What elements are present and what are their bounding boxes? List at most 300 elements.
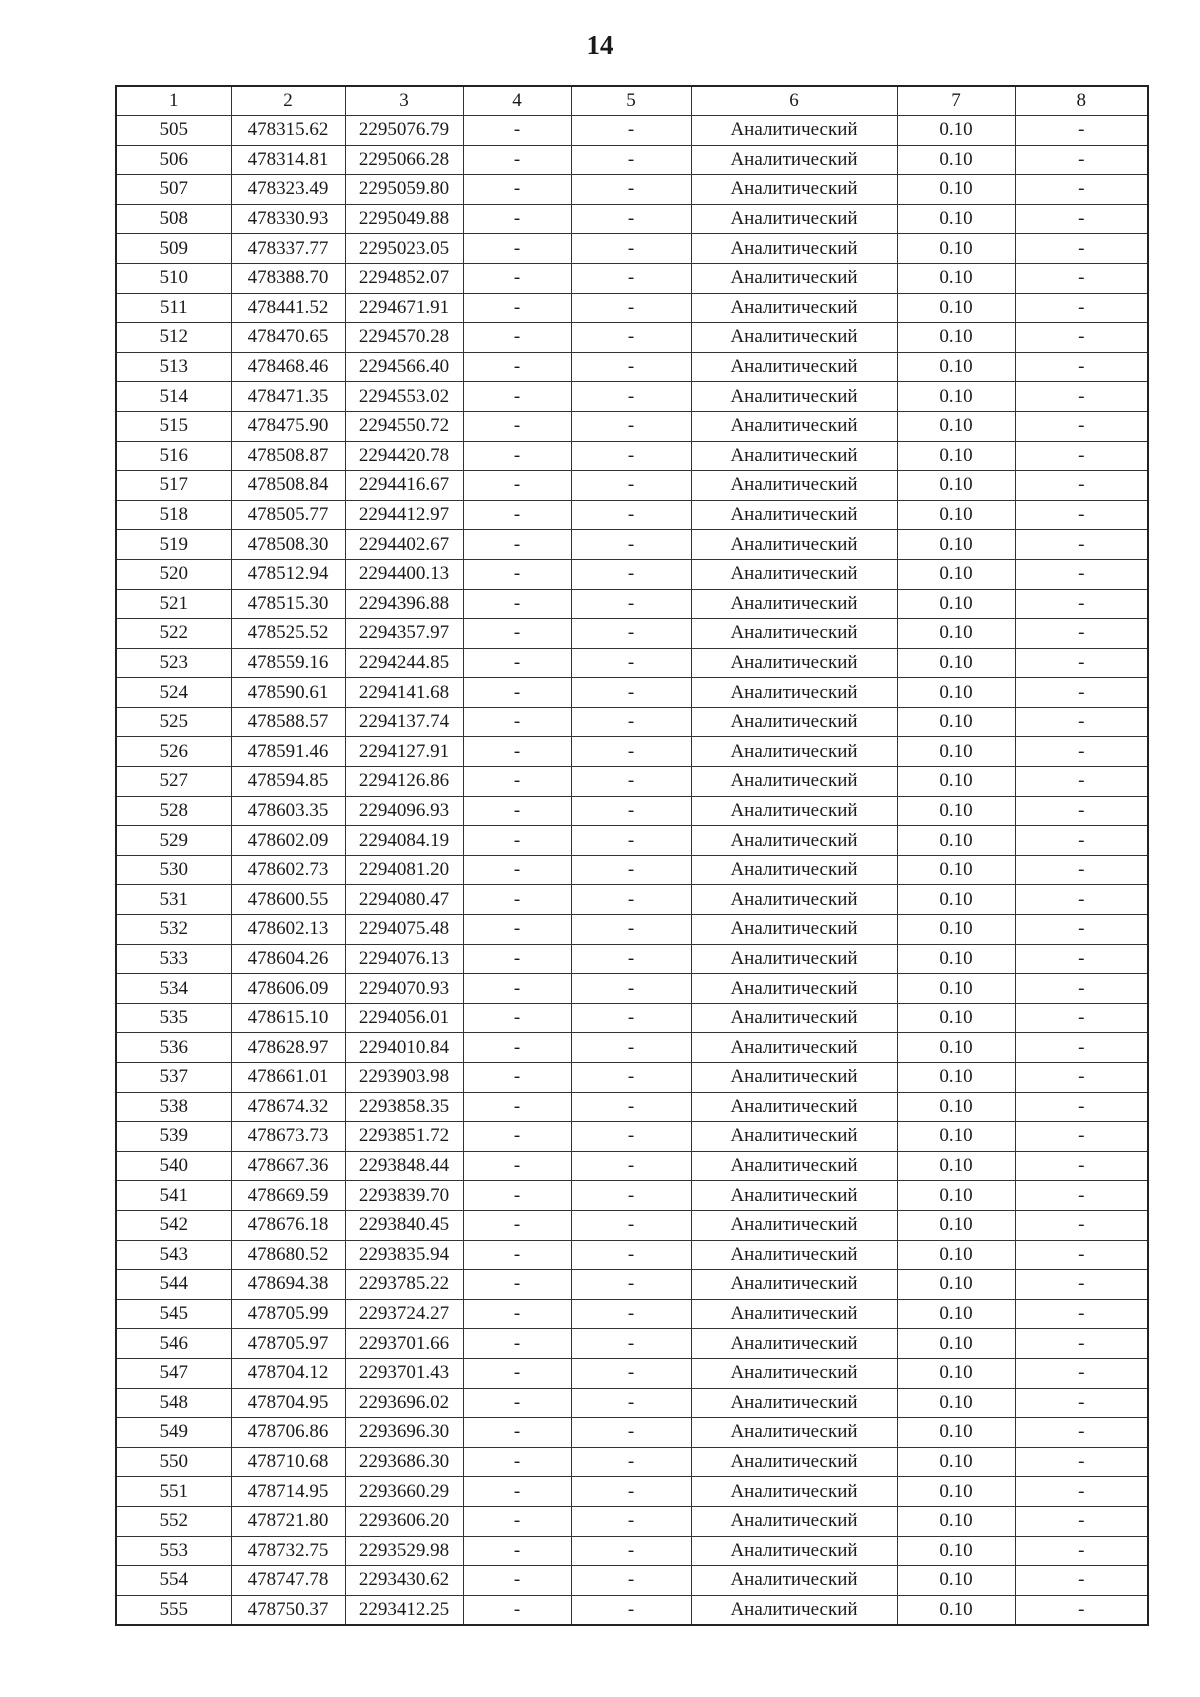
col-5-cell: - xyxy=(571,1003,691,1033)
coord-y-cell: 2294402.67 xyxy=(345,530,463,560)
col-4-cell: - xyxy=(463,1270,571,1300)
col-4-cell: - xyxy=(463,1033,571,1063)
point-number-cell: 516 xyxy=(116,441,231,471)
method-cell: Аналитический xyxy=(691,648,897,678)
coord-y-cell: 2293701.66 xyxy=(345,1329,463,1359)
coord-x-cell: 478628.97 xyxy=(231,1033,345,1063)
table-row xyxy=(116,1358,1148,1388)
col-8-cell: - xyxy=(1015,915,1148,945)
col-5-cell: - xyxy=(571,1299,691,1329)
col-8-cell: - xyxy=(1015,1595,1148,1625)
coord-x-cell: 478721.80 xyxy=(231,1506,345,1536)
point-number-cell: 536 xyxy=(116,1033,231,1063)
table-row xyxy=(116,382,1148,412)
coord-x-cell: 478594.85 xyxy=(231,767,345,797)
accuracy-cell: 0.10 xyxy=(897,1033,1015,1063)
col-5-cell: - xyxy=(571,500,691,530)
col-4-cell: - xyxy=(463,1240,571,1270)
col-5-cell: - xyxy=(571,855,691,885)
coord-y-cell: 2294081.20 xyxy=(345,855,463,885)
col-4-cell: - xyxy=(463,1003,571,1033)
coord-y-cell: 2294080.47 xyxy=(345,885,463,915)
col-5-cell: - xyxy=(571,530,691,560)
table-row xyxy=(116,826,1148,856)
col-8-cell: - xyxy=(1015,885,1148,915)
table-row xyxy=(116,234,1148,264)
table-row xyxy=(116,678,1148,708)
accuracy-cell: 0.10 xyxy=(897,1270,1015,1300)
accuracy-cell: 0.10 xyxy=(897,826,1015,856)
table-row xyxy=(116,944,1148,974)
column-header-7: 7 xyxy=(897,86,1015,116)
col-8-cell: - xyxy=(1015,116,1148,146)
table-row xyxy=(116,471,1148,501)
col-8-cell: - xyxy=(1015,293,1148,323)
col-4-cell: - xyxy=(463,678,571,708)
point-number-cell: 532 xyxy=(116,915,231,945)
col-5-cell: - xyxy=(571,1566,691,1596)
point-number-cell: 553 xyxy=(116,1536,231,1566)
col-5-cell: - xyxy=(571,796,691,826)
col-8-cell: - xyxy=(1015,855,1148,885)
coord-y-cell: 2293696.30 xyxy=(345,1418,463,1448)
header-row xyxy=(116,86,1148,116)
accuracy-cell: 0.10 xyxy=(897,382,1015,412)
method-cell: Аналитический xyxy=(691,234,897,264)
col-4-cell: - xyxy=(463,1210,571,1240)
col-8-cell: - xyxy=(1015,1536,1148,1566)
col-4-cell: - xyxy=(463,1595,571,1625)
point-number-cell: 545 xyxy=(116,1299,231,1329)
table-row xyxy=(116,1240,1148,1270)
coord-y-cell: 2294244.85 xyxy=(345,648,463,678)
col-4-cell: - xyxy=(463,1358,571,1388)
coord-y-cell: 2293848.44 xyxy=(345,1151,463,1181)
point-number-cell: 537 xyxy=(116,1063,231,1093)
col-8-cell: - xyxy=(1015,1092,1148,1122)
col-4-cell: - xyxy=(463,915,571,945)
accuracy-cell: 0.10 xyxy=(897,352,1015,382)
point-number-cell: 530 xyxy=(116,855,231,885)
coord-x-cell: 478471.35 xyxy=(231,382,345,412)
col-4-cell: - xyxy=(463,1151,571,1181)
accuracy-cell: 0.10 xyxy=(897,1122,1015,1152)
method-cell: Аналитический xyxy=(691,1418,897,1448)
point-number-cell: 517 xyxy=(116,471,231,501)
col-8-cell: - xyxy=(1015,559,1148,589)
point-number-cell: 546 xyxy=(116,1329,231,1359)
method-cell: Аналитический xyxy=(691,1181,897,1211)
accuracy-cell: 0.10 xyxy=(897,559,1015,589)
coord-y-cell: 2294553.02 xyxy=(345,382,463,412)
coord-y-cell: 2293839.70 xyxy=(345,1181,463,1211)
col-5-cell: - xyxy=(571,382,691,412)
method-cell: Аналитический xyxy=(691,885,897,915)
point-number-cell: 510 xyxy=(116,263,231,293)
col-4-cell: - xyxy=(463,263,571,293)
col-5-cell: - xyxy=(571,1447,691,1477)
col-5-cell: - xyxy=(571,648,691,678)
col-5-cell: - xyxy=(571,1151,691,1181)
col-5-cell: - xyxy=(571,1033,691,1063)
col-8-cell: - xyxy=(1015,1418,1148,1448)
column-header-2: 2 xyxy=(231,86,345,116)
col-5-cell: - xyxy=(571,1270,691,1300)
table-row xyxy=(116,707,1148,737)
method-cell: Аналитический xyxy=(691,441,897,471)
col-5-cell: - xyxy=(571,1063,691,1093)
coord-x-cell: 478602.73 xyxy=(231,855,345,885)
col-8-cell: - xyxy=(1015,1447,1148,1477)
coord-y-cell: 2294396.88 xyxy=(345,589,463,619)
table-row xyxy=(116,500,1148,530)
coord-y-cell: 2293785.22 xyxy=(345,1270,463,1300)
method-cell: Аналитический xyxy=(691,145,897,175)
col-5-cell: - xyxy=(571,1477,691,1507)
table-row xyxy=(116,323,1148,353)
accuracy-cell: 0.10 xyxy=(897,1003,1015,1033)
method-cell: Аналитический xyxy=(691,352,897,382)
coord-x-cell: 478674.32 xyxy=(231,1092,345,1122)
point-number-cell: 543 xyxy=(116,1240,231,1270)
point-number-cell: 534 xyxy=(116,974,231,1004)
coord-x-cell: 478676.18 xyxy=(231,1210,345,1240)
coord-y-cell: 2293858.35 xyxy=(345,1092,463,1122)
col-8-cell: - xyxy=(1015,441,1148,471)
col-5-cell: - xyxy=(571,707,691,737)
table-row xyxy=(116,204,1148,234)
table-row xyxy=(116,1003,1148,1033)
col-4-cell: - xyxy=(463,855,571,885)
coord-y-cell: 2294550.72 xyxy=(345,411,463,441)
col-4-cell: - xyxy=(463,1299,571,1329)
accuracy-cell: 0.10 xyxy=(897,767,1015,797)
coord-y-cell: 2294420.78 xyxy=(345,441,463,471)
col-8-cell: - xyxy=(1015,648,1148,678)
coord-y-cell: 2294412.97 xyxy=(345,500,463,530)
col-8-cell: - xyxy=(1015,589,1148,619)
col-8-cell: - xyxy=(1015,204,1148,234)
point-number-cell: 505 xyxy=(116,116,231,146)
col-8-cell: - xyxy=(1015,1270,1148,1300)
method-cell: Аналитический xyxy=(691,678,897,708)
table-row xyxy=(116,1388,1148,1418)
coord-x-cell: 478673.73 xyxy=(231,1122,345,1152)
col-5-cell: - xyxy=(571,1536,691,1566)
col-8-cell: - xyxy=(1015,944,1148,974)
table-row xyxy=(116,559,1148,589)
coord-y-cell: 2295066.28 xyxy=(345,145,463,175)
col-8-cell: - xyxy=(1015,737,1148,767)
table-row xyxy=(116,1270,1148,1300)
col-4-cell: - xyxy=(463,1388,571,1418)
table-row xyxy=(116,1299,1148,1329)
table-row xyxy=(116,1447,1148,1477)
coord-x-cell: 478588.57 xyxy=(231,707,345,737)
point-number-cell: 548 xyxy=(116,1388,231,1418)
table-row xyxy=(116,530,1148,560)
accuracy-cell: 0.10 xyxy=(897,974,1015,1004)
col-5-cell: - xyxy=(571,1181,691,1211)
col-5-cell: - xyxy=(571,885,691,915)
method-cell: Аналитический xyxy=(691,796,897,826)
col-5-cell: - xyxy=(571,1122,691,1152)
point-number-cell: 555 xyxy=(116,1595,231,1625)
point-number-cell: 535 xyxy=(116,1003,231,1033)
coord-y-cell: 2295076.79 xyxy=(345,116,463,146)
table-header xyxy=(116,86,1148,116)
table-row xyxy=(116,885,1148,915)
accuracy-cell: 0.10 xyxy=(897,1388,1015,1418)
method-cell: Аналитический xyxy=(691,1151,897,1181)
accuracy-cell: 0.10 xyxy=(897,1299,1015,1329)
accuracy-cell: 0.10 xyxy=(897,1536,1015,1566)
point-number-cell: 507 xyxy=(116,175,231,205)
point-number-cell: 540 xyxy=(116,1151,231,1181)
column-header-5: 5 xyxy=(571,86,691,116)
accuracy-cell: 0.10 xyxy=(897,678,1015,708)
col-4-cell: - xyxy=(463,234,571,264)
point-number-cell: 511 xyxy=(116,293,231,323)
coord-x-cell: 478667.36 xyxy=(231,1151,345,1181)
table-row xyxy=(116,1033,1148,1063)
point-number-cell: 514 xyxy=(116,382,231,412)
col-4-cell: - xyxy=(463,737,571,767)
coord-y-cell: 2293851.72 xyxy=(345,1122,463,1152)
coord-x-cell: 478468.46 xyxy=(231,352,345,382)
coord-y-cell: 2294010.84 xyxy=(345,1033,463,1063)
point-number-cell: 552 xyxy=(116,1506,231,1536)
coord-y-cell: 2294416.67 xyxy=(345,471,463,501)
coord-x-cell: 478337.77 xyxy=(231,234,345,264)
col-5-cell: - xyxy=(571,204,691,234)
col-5-cell: - xyxy=(571,1329,691,1359)
col-4-cell: - xyxy=(463,826,571,856)
col-5-cell: - xyxy=(571,263,691,293)
col-5-cell: - xyxy=(571,323,691,353)
col-8-cell: - xyxy=(1015,234,1148,264)
coord-y-cell: 2293696.02 xyxy=(345,1388,463,1418)
table-row xyxy=(116,974,1148,1004)
method-cell: Аналитический xyxy=(691,767,897,797)
col-4-cell: - xyxy=(463,1418,571,1448)
col-5-cell: - xyxy=(571,293,691,323)
col-8-cell: - xyxy=(1015,530,1148,560)
method-cell: Аналитический xyxy=(691,1270,897,1300)
col-4-cell: - xyxy=(463,1122,571,1152)
method-cell: Аналитический xyxy=(691,1299,897,1329)
accuracy-cell: 0.10 xyxy=(897,855,1015,885)
coord-y-cell: 2294852.07 xyxy=(345,263,463,293)
col-8-cell: - xyxy=(1015,1122,1148,1152)
col-4-cell: - xyxy=(463,1536,571,1566)
coord-x-cell: 478590.61 xyxy=(231,678,345,708)
coord-y-cell: 2293840.45 xyxy=(345,1210,463,1240)
col-5-cell: - xyxy=(571,737,691,767)
table-body xyxy=(116,116,1148,1626)
method-cell: Аналитический xyxy=(691,1447,897,1477)
col-4-cell: - xyxy=(463,619,571,649)
page-number: 14 xyxy=(586,30,614,60)
table-row xyxy=(116,1151,1148,1181)
coord-x-cell: 478314.81 xyxy=(231,145,345,175)
coord-y-cell: 2294127.91 xyxy=(345,737,463,767)
coord-y-cell: 2293529.98 xyxy=(345,1536,463,1566)
col-5-cell: - xyxy=(571,175,691,205)
col-4-cell: - xyxy=(463,1181,571,1211)
col-8-cell: - xyxy=(1015,1063,1148,1093)
col-4-cell: - xyxy=(463,382,571,412)
accuracy-cell: 0.10 xyxy=(897,796,1015,826)
col-5-cell: - xyxy=(571,1092,691,1122)
method-cell: Аналитический xyxy=(691,1003,897,1033)
accuracy-cell: 0.10 xyxy=(897,707,1015,737)
method-cell: Аналитический xyxy=(691,589,897,619)
point-number-cell: 544 xyxy=(116,1270,231,1300)
accuracy-cell: 0.10 xyxy=(897,1329,1015,1359)
col-4-cell: - xyxy=(463,944,571,974)
accuracy-cell: 0.10 xyxy=(897,116,1015,146)
method-cell: Аналитический xyxy=(691,559,897,589)
column-header-3: 3 xyxy=(345,86,463,116)
method-cell: Аналитический xyxy=(691,737,897,767)
point-number-cell: 520 xyxy=(116,559,231,589)
coord-y-cell: 2293430.62 xyxy=(345,1566,463,1596)
coord-x-cell: 478315.62 xyxy=(231,116,345,146)
method-cell: Аналитический xyxy=(691,1506,897,1536)
coord-x-cell: 478603.35 xyxy=(231,796,345,826)
table-row xyxy=(116,263,1148,293)
coord-x-cell: 478508.87 xyxy=(231,441,345,471)
accuracy-cell: 0.10 xyxy=(897,944,1015,974)
coord-y-cell: 2294400.13 xyxy=(345,559,463,589)
coord-x-cell: 478388.70 xyxy=(231,263,345,293)
point-number-cell: 526 xyxy=(116,737,231,767)
col-5-cell: - xyxy=(571,678,691,708)
col-4-cell: - xyxy=(463,559,571,589)
accuracy-cell: 0.10 xyxy=(897,885,1015,915)
col-4-cell: - xyxy=(463,1092,571,1122)
coord-y-cell: 2293835.94 xyxy=(345,1240,463,1270)
col-4-cell: - xyxy=(463,974,571,1004)
accuracy-cell: 0.10 xyxy=(897,1151,1015,1181)
col-4-cell: - xyxy=(463,1566,571,1596)
col-8-cell: - xyxy=(1015,500,1148,530)
method-cell: Аналитический xyxy=(691,1388,897,1418)
col-4-cell: - xyxy=(463,1506,571,1536)
table-row xyxy=(116,619,1148,649)
coord-x-cell: 478330.93 xyxy=(231,204,345,234)
coord-x-cell: 478705.99 xyxy=(231,1299,345,1329)
coord-x-cell: 478750.37 xyxy=(231,1595,345,1625)
accuracy-cell: 0.10 xyxy=(897,648,1015,678)
coord-x-cell: 478323.49 xyxy=(231,175,345,205)
accuracy-cell: 0.10 xyxy=(897,1210,1015,1240)
coord-y-cell: 2294096.93 xyxy=(345,796,463,826)
point-number-cell: 525 xyxy=(116,707,231,737)
accuracy-cell: 0.10 xyxy=(897,234,1015,264)
table-row xyxy=(116,145,1148,175)
coord-x-cell: 478704.95 xyxy=(231,1388,345,1418)
point-number-cell: 533 xyxy=(116,944,231,974)
coord-x-cell: 478705.97 xyxy=(231,1329,345,1359)
column-header-4: 4 xyxy=(463,86,571,116)
coord-x-cell: 478475.90 xyxy=(231,411,345,441)
col-8-cell: - xyxy=(1015,1506,1148,1536)
method-cell: Аналитический xyxy=(691,855,897,885)
point-number-cell: 551 xyxy=(116,1477,231,1507)
accuracy-cell: 0.10 xyxy=(897,1595,1015,1625)
col-8-cell: - xyxy=(1015,145,1148,175)
method-cell: Аналитический xyxy=(691,1329,897,1359)
table-row xyxy=(116,1329,1148,1359)
col-4-cell: - xyxy=(463,648,571,678)
method-cell: Аналитический xyxy=(691,1210,897,1240)
col-8-cell: - xyxy=(1015,1477,1148,1507)
col-8-cell: - xyxy=(1015,826,1148,856)
coord-y-cell: 2293701.43 xyxy=(345,1358,463,1388)
accuracy-cell: 0.10 xyxy=(897,1181,1015,1211)
method-cell: Аналитический xyxy=(691,1477,897,1507)
coord-x-cell: 478505.77 xyxy=(231,500,345,530)
table-row xyxy=(116,1092,1148,1122)
col-5-cell: - xyxy=(571,1595,691,1625)
accuracy-cell: 0.10 xyxy=(897,263,1015,293)
method-cell: Аналитический xyxy=(691,204,897,234)
coord-y-cell: 2294566.40 xyxy=(345,352,463,382)
point-number-cell: 524 xyxy=(116,678,231,708)
point-number-cell: 547 xyxy=(116,1358,231,1388)
coord-y-cell: 2294141.68 xyxy=(345,678,463,708)
col-4-cell: - xyxy=(463,471,571,501)
coord-x-cell: 478600.55 xyxy=(231,885,345,915)
point-number-cell: 521 xyxy=(116,589,231,619)
accuracy-cell: 0.10 xyxy=(897,293,1015,323)
method-cell: Аналитический xyxy=(691,944,897,974)
coord-y-cell: 2294126.86 xyxy=(345,767,463,797)
coord-y-cell: 2295049.88 xyxy=(345,204,463,234)
accuracy-cell: 0.10 xyxy=(897,323,1015,353)
col-5-cell: - xyxy=(571,1506,691,1536)
table-row xyxy=(116,589,1148,619)
col-8-cell: - xyxy=(1015,796,1148,826)
point-number-cell: 541 xyxy=(116,1181,231,1211)
table-row xyxy=(116,1477,1148,1507)
point-number-cell: 527 xyxy=(116,767,231,797)
method-cell: Аналитический xyxy=(691,382,897,412)
col-8-cell: - xyxy=(1015,1329,1148,1359)
coord-x-cell: 478694.38 xyxy=(231,1270,345,1300)
point-number-cell: 528 xyxy=(116,796,231,826)
accuracy-cell: 0.10 xyxy=(897,500,1015,530)
col-8-cell: - xyxy=(1015,707,1148,737)
coord-x-cell: 478747.78 xyxy=(231,1566,345,1596)
col-8-cell: - xyxy=(1015,1210,1148,1240)
column-header-1: 1 xyxy=(116,86,231,116)
col-8-cell: - xyxy=(1015,1033,1148,1063)
accuracy-cell: 0.10 xyxy=(897,619,1015,649)
table-row xyxy=(116,1595,1148,1625)
col-8-cell: - xyxy=(1015,323,1148,353)
table-row xyxy=(116,1122,1148,1152)
col-8-cell: - xyxy=(1015,352,1148,382)
col-5-cell: - xyxy=(571,1358,691,1388)
column-header-6: 6 xyxy=(691,86,897,116)
coord-x-cell: 478615.10 xyxy=(231,1003,345,1033)
coord-y-cell: 2295023.05 xyxy=(345,234,463,264)
table-row xyxy=(116,116,1148,146)
point-number-cell: 542 xyxy=(116,1210,231,1240)
